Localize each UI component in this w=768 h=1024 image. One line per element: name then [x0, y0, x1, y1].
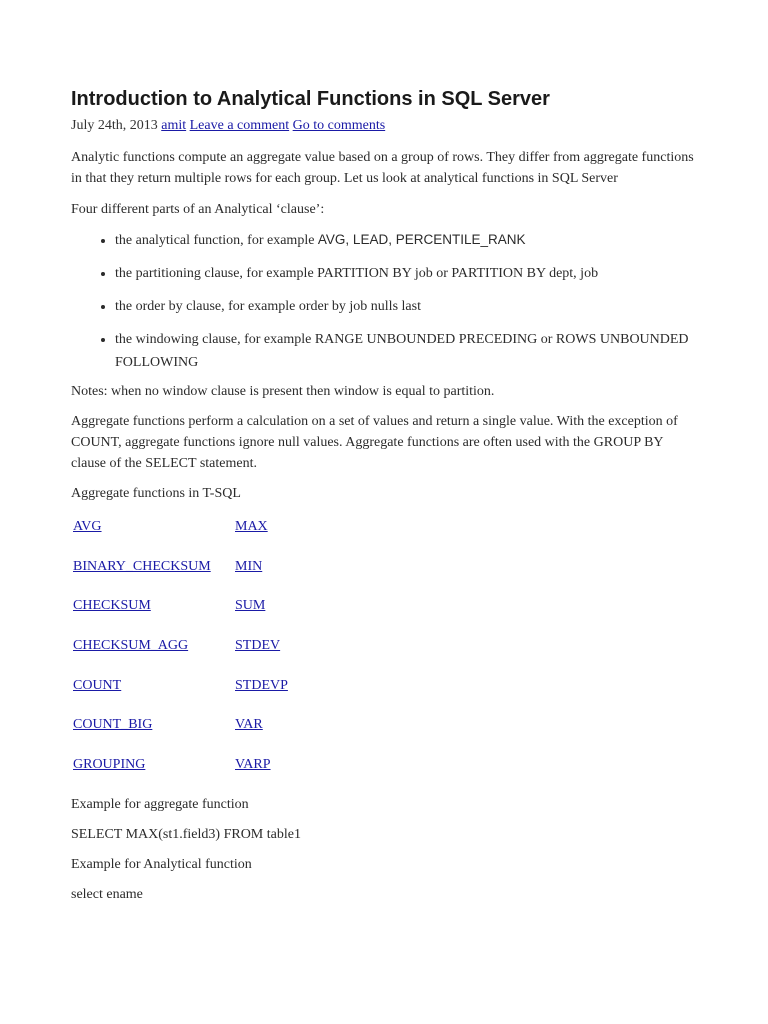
- go-to-comments-link[interactable]: Go to comments: [292, 118, 386, 133]
- function-link[interactable]: AVG: [73, 519, 102, 534]
- function-link[interactable]: VARP: [235, 757, 271, 773]
- post-date: July 24th, 2013: [71, 118, 158, 133]
- function-link[interactable]: CHECKSUM_AGG: [73, 638, 189, 654]
- list-item: [115, 295, 696, 318]
- function-link[interactable]: COUNT_BIG: [73, 717, 153, 733]
- aggregate-description: Aggregate functions perform a calculation on a set of values and return a single value. With the exception of COUNT, aggregate functions ignore null values. Aggregate functions are often used with the GROUP BY clause of the SELECT statement.: [71, 414, 678, 471]
- article: [71, 86, 696, 905]
- list-item-code: AVG, LEAD, PERCENTILE_RANK: [317, 232, 526, 247]
- list-item: [115, 328, 696, 374]
- table-row: [71, 714, 357, 754]
- example-analytical-label: Example for Analytical function: [71, 856, 252, 872]
- function-link[interactable]: VAR: [235, 717, 263, 733]
- notes-paragraph: Notes: when no window clause is present then window is equal to partition.: [71, 384, 495, 399]
- table-row: [71, 595, 357, 635]
- post-meta: [71, 117, 696, 135]
- function-link[interactable]: MIN: [235, 558, 263, 574]
- example-aggregate-label: Example for aggregate function: [71, 796, 249, 812]
- function-link[interactable]: BINARY_CHECKSUM: [73, 558, 211, 574]
- table-row: [71, 754, 357, 794]
- table-row: [71, 556, 357, 596]
- tsql-label: Aggregate functions in T-SQL: [71, 486, 241, 501]
- parts-heading: Four different parts of an Analytical ‘clause’:: [71, 202, 325, 217]
- function-link[interactable]: GROUPING: [73, 757, 146, 773]
- function-link[interactable]: CHECKSUM: [73, 598, 151, 614]
- list-item-text: the windowing clause, for example RANGE UNBOUNDED PRECEDING or ROWS UNBOUNDED FOLLOWING: [115, 332, 689, 370]
- example-aggregate-sql: SELECT MAX(st1.field3) FROM table1: [71, 826, 301, 842]
- function-link[interactable]: COUNT: [73, 677, 122, 693]
- intro-paragraph: Analytic functions compute an aggregate value based on a group of rows. They differ from aggregate functions in that they return multiple rows for each group. Let us look at analytical functions in SQL Server: [71, 150, 694, 186]
- function-link[interactable]: SUM: [235, 598, 266, 614]
- list-item: [115, 228, 696, 252]
- table-row: [71, 516, 357, 556]
- function-link[interactable]: STDEVP: [235, 677, 288, 693]
- table-row: [71, 635, 357, 675]
- example-analytical-sql: select ename: [71, 886, 143, 902]
- list-item: [115, 262, 696, 285]
- leave-comment-link[interactable]: Leave a comment: [189, 118, 290, 133]
- function-link[interactable]: STDEV: [235, 638, 281, 654]
- parts-list: [71, 228, 696, 374]
- list-item-text: the partitioning clause, for example PARTITION BY job or PARTITION BY dept, job: [115, 266, 599, 281]
- page-title: Introduction to Analytical Functions in SQL Server: [71, 88, 550, 110]
- functions-table: [71, 516, 357, 794]
- table-row: [71, 675, 357, 715]
- list-item-text: the order by clause, for example order by job nulls last: [115, 299, 421, 314]
- list-item-text: the analytical function, for example: [115, 233, 318, 248]
- function-link[interactable]: MAX: [235, 519, 268, 534]
- author-link[interactable]: amit: [161, 118, 187, 133]
